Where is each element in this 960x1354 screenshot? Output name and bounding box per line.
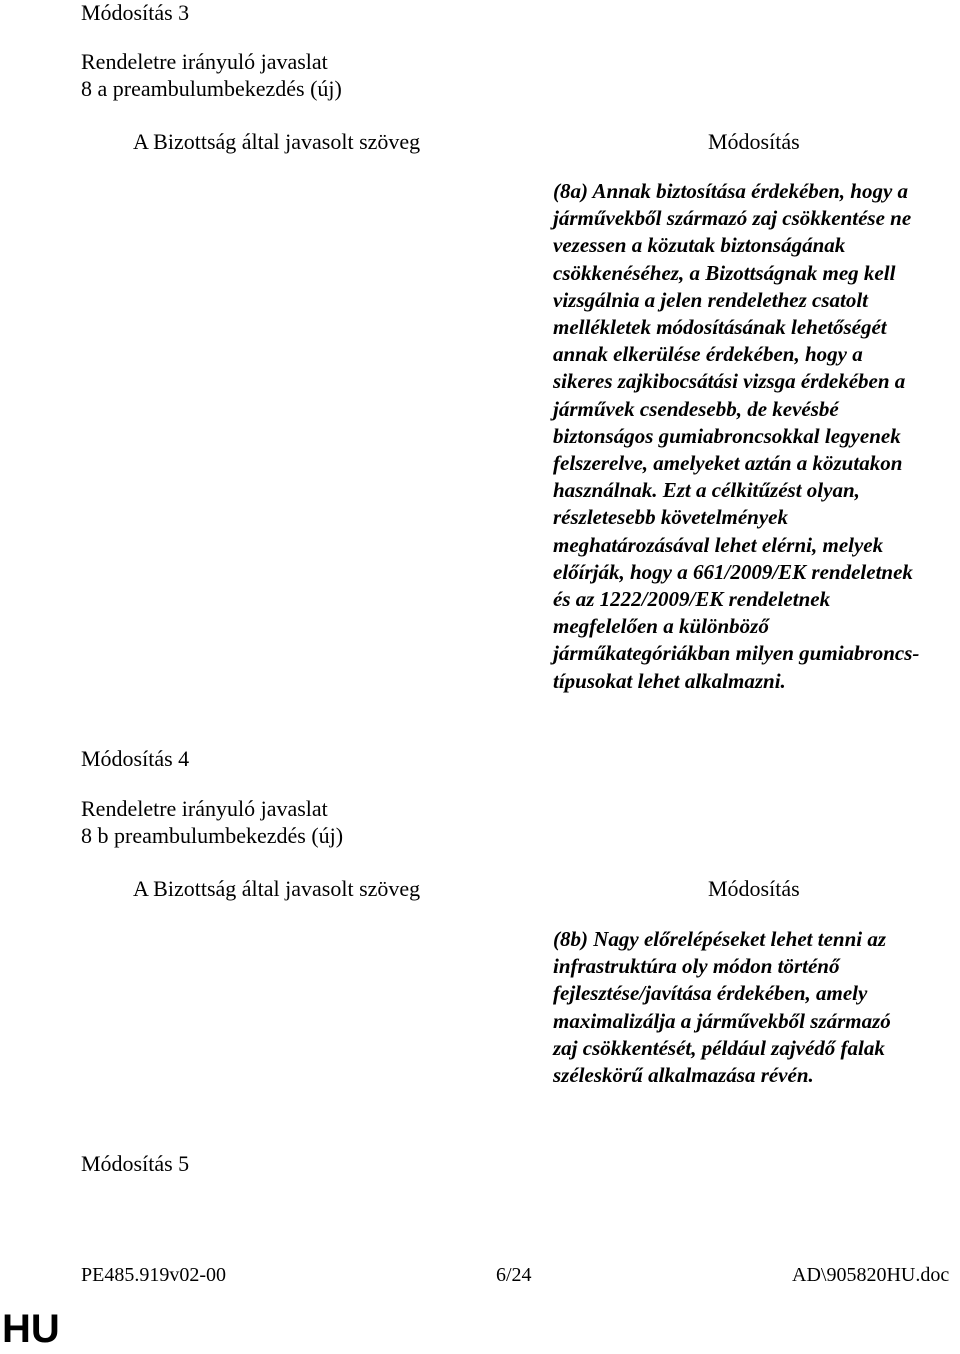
amendment-4-heading: Módosítás 4 <box>81 746 190 771</box>
amendment-text-line: vizsgálnia a jelen rendelethez csatolt <box>553 287 868 312</box>
amendment-4-proposal-label: Rendeletre irányuló javaslat <box>81 796 328 821</box>
amendment-text-line: járművekből származó zaj csökkentése ne <box>553 206 912 231</box>
amendment-text-line: és az 1222/2009/EK rendeletnek <box>553 587 831 612</box>
language-code: HU <box>2 1307 60 1351</box>
amendment-text-line: mellékletek módosításának lehetőségét <box>553 315 887 340</box>
footer-page-number: 6/24 <box>496 1264 532 1286</box>
amendment-text-line: járművek csendesebb, de kevésbé <box>553 396 839 421</box>
amendment-text-line: infrastruktúra oly módon történő <box>553 954 840 979</box>
amendment-text-line: típusokat lehet alkalmazni. <box>553 668 786 693</box>
amendment-3-recital-label: 8 a preambulumbekezdés (új) <box>81 76 342 101</box>
amendment-3-proposal-label: Rendeletre irányuló javaslat <box>81 49 328 74</box>
amendment-text-line: maximalizálja a járművekből származó <box>553 1008 891 1033</box>
amendment-text-line: (8a) Annak biztosítása érdekében, hogy a <box>553 179 909 203</box>
amendment-text-line: járműkategóriákban milyen gumiabroncs- <box>553 641 920 666</box>
amendment-3-text <box>553 178 953 695</box>
amendment-text-line: zaj csökkentését, például zajvédő falak <box>553 1035 885 1060</box>
amendment-text-line: megfelelően a különböző <box>553 614 769 639</box>
amendment-text-line: felszerelve, amelyeket aztán a közutakon <box>553 451 903 476</box>
amendment-text-line: vezessen a közutak biztonságának <box>553 233 846 258</box>
amendment-text-line: annak elkerülése érdekében, hogy a <box>553 342 863 367</box>
amendment-3-column-left-header: A Bizottság által javasolt szöveg <box>133 129 421 154</box>
amendment-4-recital-label: 8 b preambulumbekezdés (új) <box>81 823 344 848</box>
amendment-text-line: biztonságos gumiabroncsokkal legyenek <box>553 423 901 448</box>
amendment-text-line: használnak. Ezt a célkitűzést olyan, <box>553 478 860 503</box>
amendment-4-text <box>553 926 953 1089</box>
amendment-3-column-right-header: Módosítás <box>708 129 800 154</box>
footer-file-name: AD\905820HU.doc <box>792 1264 950 1286</box>
footer-doc-reference: PE485.919v02-00 <box>81 1264 226 1286</box>
amendment-text-line: fejlesztése/javítása érdekében, amely <box>553 981 868 1006</box>
amendment-text-line: csökkenéséhez, a Bizottságnak meg kell <box>553 260 896 285</box>
amendment-text-line: (8b) Nagy előrelépéseket lehet tenni az <box>553 927 887 951</box>
amendment-text-line: meghatározásával lehet elérni, melyek <box>553 532 884 557</box>
amendment-text-line: előírják, hogy a 661/2009/EK rendeletnek <box>553 559 913 584</box>
amendment-5-heading: Módosítás 5 <box>81 1151 190 1176</box>
amendment-text-line: széleskörű alkalmazása révén. <box>553 1063 814 1088</box>
amendment-text-line: sikeres zajkibocsátási vizsga érdekében a <box>553 369 906 394</box>
amendment-4-column-left-header: A Bizottság által javasolt szöveg <box>133 876 421 901</box>
amendment-text-line: részletesebb követelmények <box>553 505 788 530</box>
amendment-3-heading: Módosítás 3 <box>81 0 190 25</box>
amendment-4-column-right-header: Módosítás <box>708 876 800 901</box>
